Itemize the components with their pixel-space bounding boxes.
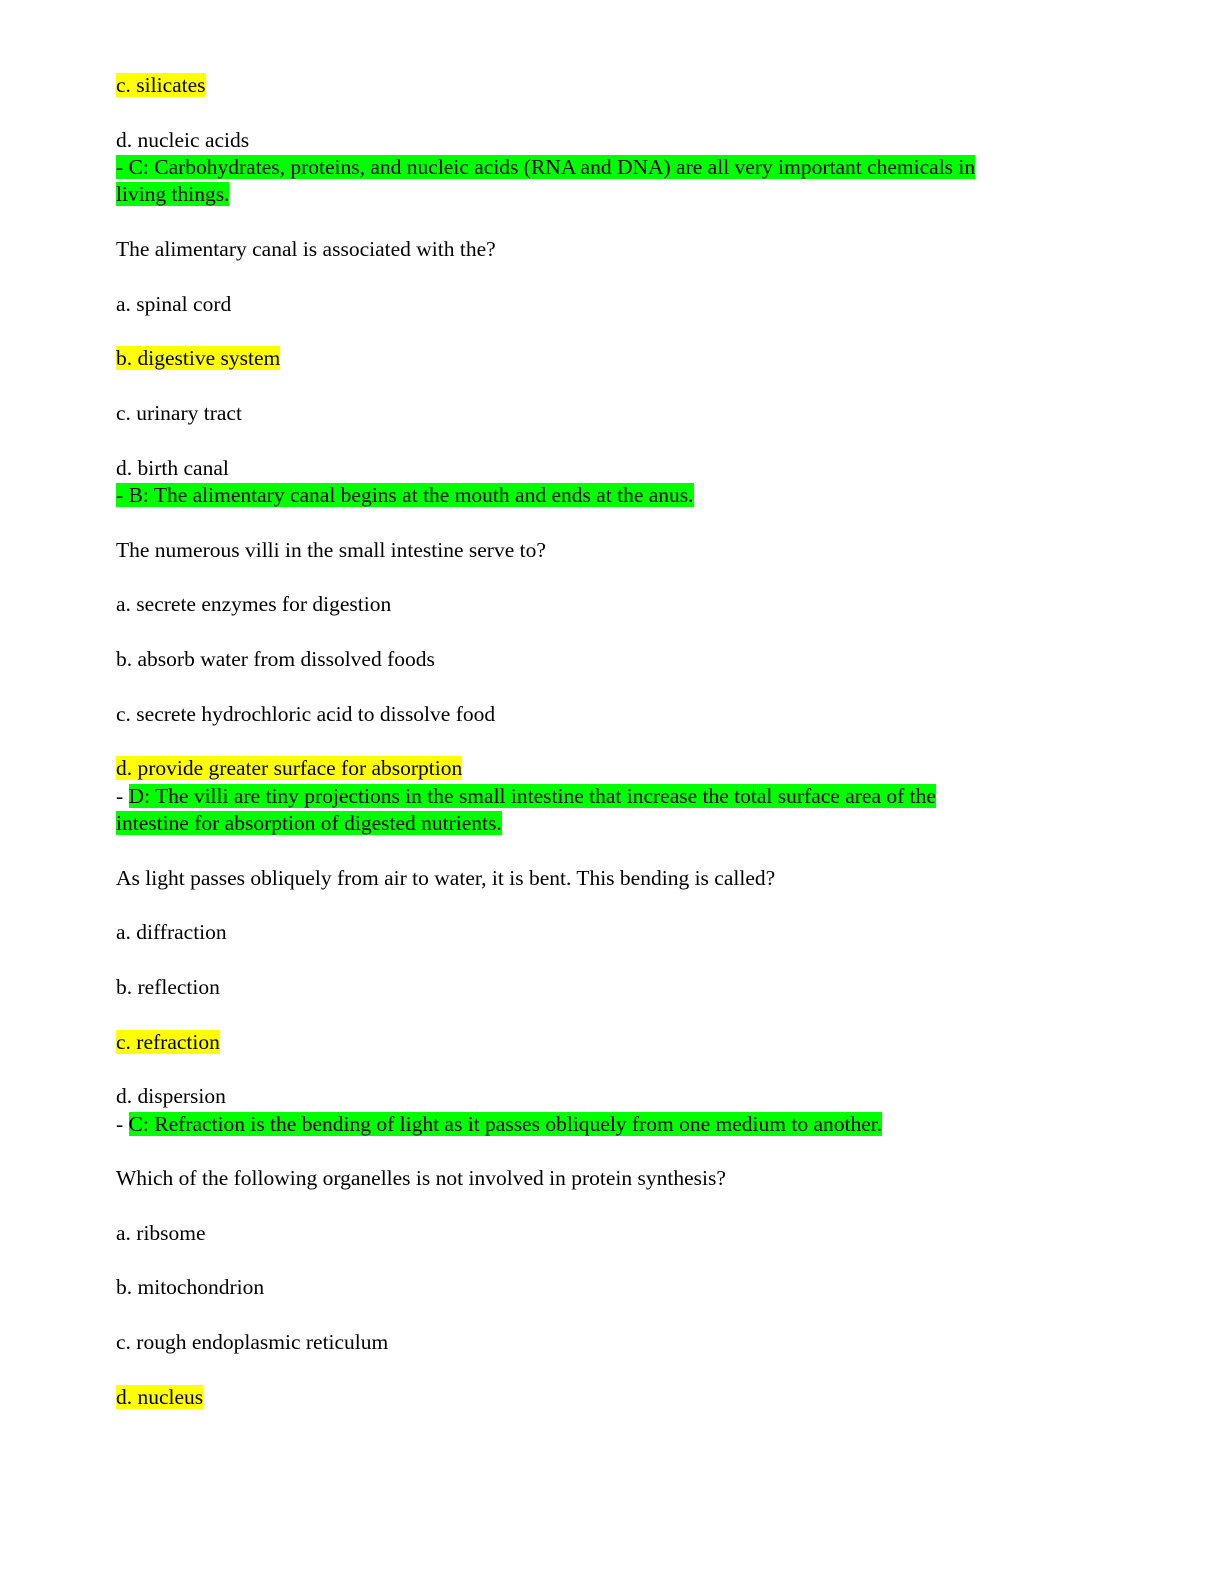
question-text: The numerous villi in the small intestine serve to? [116, 538, 546, 562]
explanation-highlight: intestine for absorption of digested nutrients. [116, 811, 502, 835]
answer-option: b. mitochondrion [116, 1275, 265, 1299]
explanation-highlight: - C: Carbohydrates, proteins, and nucleic acids (RNA and DNA) are all very important chemicals in [116, 155, 976, 179]
explanation-highlight: living things. [116, 182, 230, 206]
answer-option-correct [116, 1384, 203, 1411]
explanation-line [116, 783, 936, 810]
correct-answer-highlight: c. refraction [116, 1030, 220, 1054]
answer-option: a. secrete enzymes for digestion [116, 592, 392, 616]
answer-option: c. secrete hydrochloric acid to dissolve food [116, 702, 496, 726]
explanation-line [116, 154, 975, 181]
question-text: The alimentary canal is associated with the? [116, 237, 496, 261]
explanation-highlight: - B: The alimentary canal begins at the mouth and ends at the anus. [116, 483, 694, 507]
correct-answer-highlight: b. digestive system [116, 346, 281, 370]
answer-option: b. reflection [116, 975, 220, 999]
answer-option-correct [116, 755, 462, 782]
answer-option-correct [116, 72, 206, 99]
explanation-line [116, 482, 694, 509]
answer-option-correct [116, 1029, 220, 1056]
explanation-line [116, 181, 229, 208]
answer-option: d. dispersion [116, 1084, 226, 1108]
explanation-highlight: C: Refraction is the bending of light as it passes obliquely from one medium to another. [128, 1112, 883, 1136]
answer-option: c. urinary tract [116, 401, 242, 425]
answer-option: a. ribsome [116, 1221, 206, 1245]
correct-answer-highlight: c. silicates [116, 73, 206, 97]
answer-option: d. nucleic acids [116, 128, 250, 152]
explanation-highlight: D: The villi are tiny projections in the small intestine that increase the total surface area of the [128, 784, 936, 808]
correct-answer-highlight: d. nucleus [116, 1385, 204, 1409]
answer-option: a. spinal cord [116, 292, 232, 316]
answer-option: c. rough endoplasmic reticulum [116, 1330, 389, 1354]
answer-option: b. absorb water from dissolved foods [116, 647, 435, 671]
explanation-prefix: - [116, 784, 129, 808]
explanation-prefix: - [116, 1112, 129, 1136]
correct-answer-highlight: d. provide greater surface for absorption [116, 756, 463, 780]
answer-option: a. diffraction [116, 920, 227, 944]
answer-option-correct [116, 345, 280, 372]
question-text: As light passes obliquely from air to water, it is bent. This bending is called? [116, 866, 776, 890]
question-text: Which of the following organelles is not involved in protein synthesis? [116, 1166, 726, 1190]
explanation-line [116, 1111, 882, 1138]
answer-option: d. birth canal [116, 456, 229, 480]
explanation-line [116, 810, 502, 837]
